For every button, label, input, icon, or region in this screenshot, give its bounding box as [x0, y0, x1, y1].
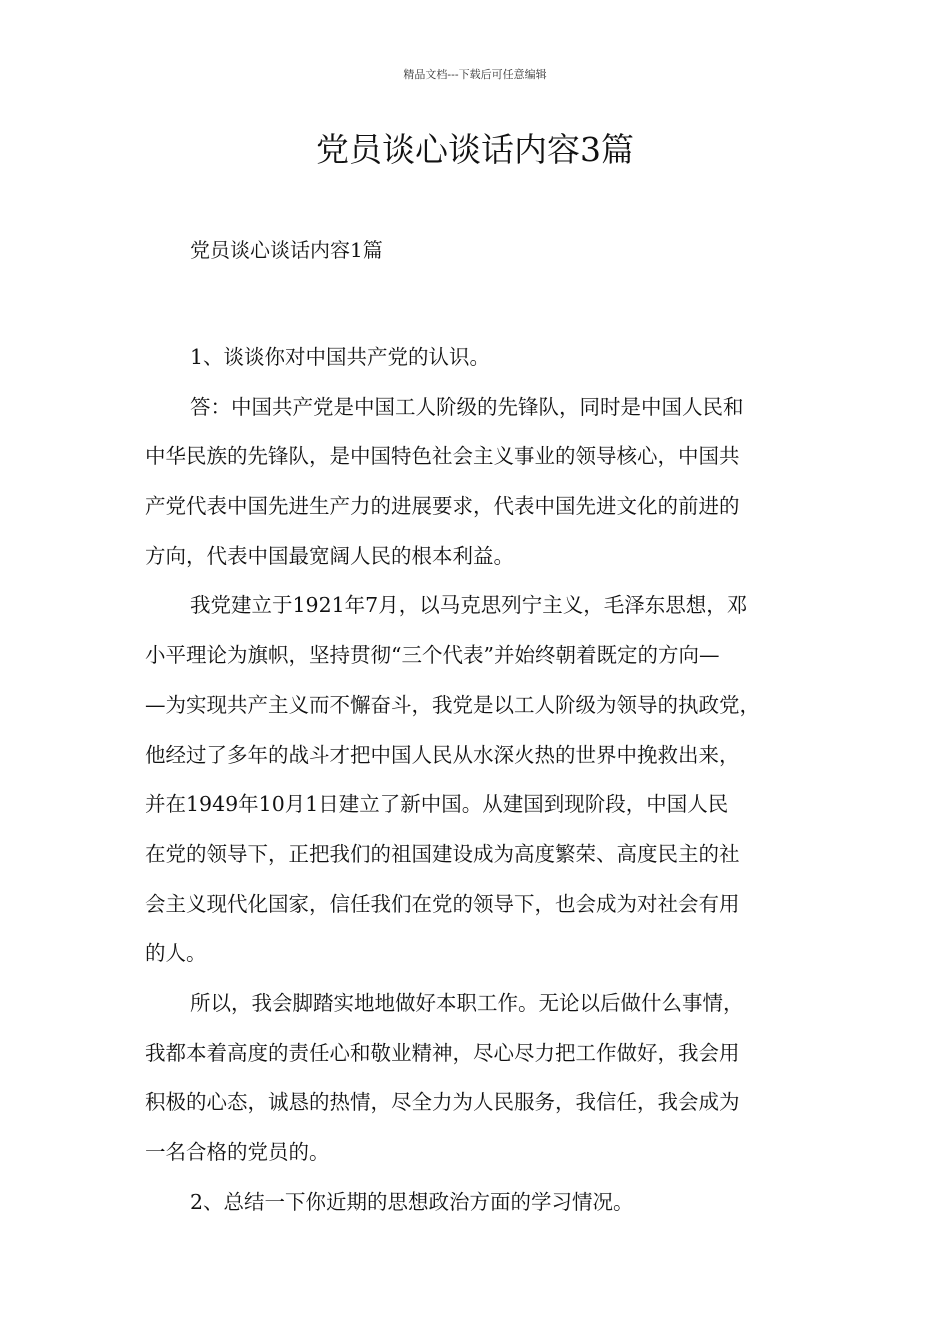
body-line: 小平理论为旗帜，坚持贯彻“三个代表”并始终朝着既定的方向— [145, 643, 720, 668]
body-line: 积极的心态，诚恳的热情，尽全力为人民服务，我信任，我会成为 [145, 1090, 740, 1115]
body-line: 会主义现代化国家，信任我们在党的领导下，也会成为对社会有用 [145, 891, 740, 916]
body-line: 中华民族的先锋队，是中国特色社会主义事业的领导核心，中国共 [145, 444, 740, 469]
body-line: 并在1949年10月1日建立了新中国。从建国到现阶段，中国人民 [145, 792, 729, 817]
body-line: 2、总结一下你近期的思想政治方面的学习情况。 [190, 1189, 634, 1214]
document-body [145, 333, 817, 1227]
body-line: 产党代表中国先进生产力的进展要求，代表中国先进文化的前进的 [145, 494, 740, 519]
document-title: 党员谈心谈话内容3篇 [316, 130, 634, 169]
body-line: 在党的领导下，正把我们的祖国建设成为高度繁荣、高度民主的社 [145, 841, 740, 866]
body-line: 所以，我会脚踏实地地做好本职工作。无论以后做什么事情， [190, 990, 744, 1015]
body-line: 他经过了多年的战斗才把中国人民从水深火热的世界中挽救出来， [145, 742, 740, 767]
body-line: 方向，代表中国最宽阔人民的根本利益。 [145, 543, 514, 568]
body-line: 1、谈谈你对中国共产党的认识。 [190, 345, 491, 369]
body-line: 答：中国共产党是中国工人阶级的先锋队，同时是中国人民和 [190, 394, 744, 419]
body-line: 我都本着高度的责任心和敬业精神，尽心尽力把工作做好，我会用 [145, 1040, 740, 1065]
body-line: —为实现共产主义而不懈奋斗，我党是以工人阶级为领导的执政党， [145, 692, 760, 717]
body-line: 的人。 [145, 941, 207, 966]
header-note: 精品文档---下载后可任意编辑 [403, 68, 547, 81]
section-title: 党员谈心谈话内容1篇 [190, 238, 383, 262]
body-line: 我党建立于1921年7月，以马克思列宁主义，毛泽东思想，邓 [190, 593, 748, 618]
body-line: 一名合格的党员的。 [145, 1140, 330, 1164]
